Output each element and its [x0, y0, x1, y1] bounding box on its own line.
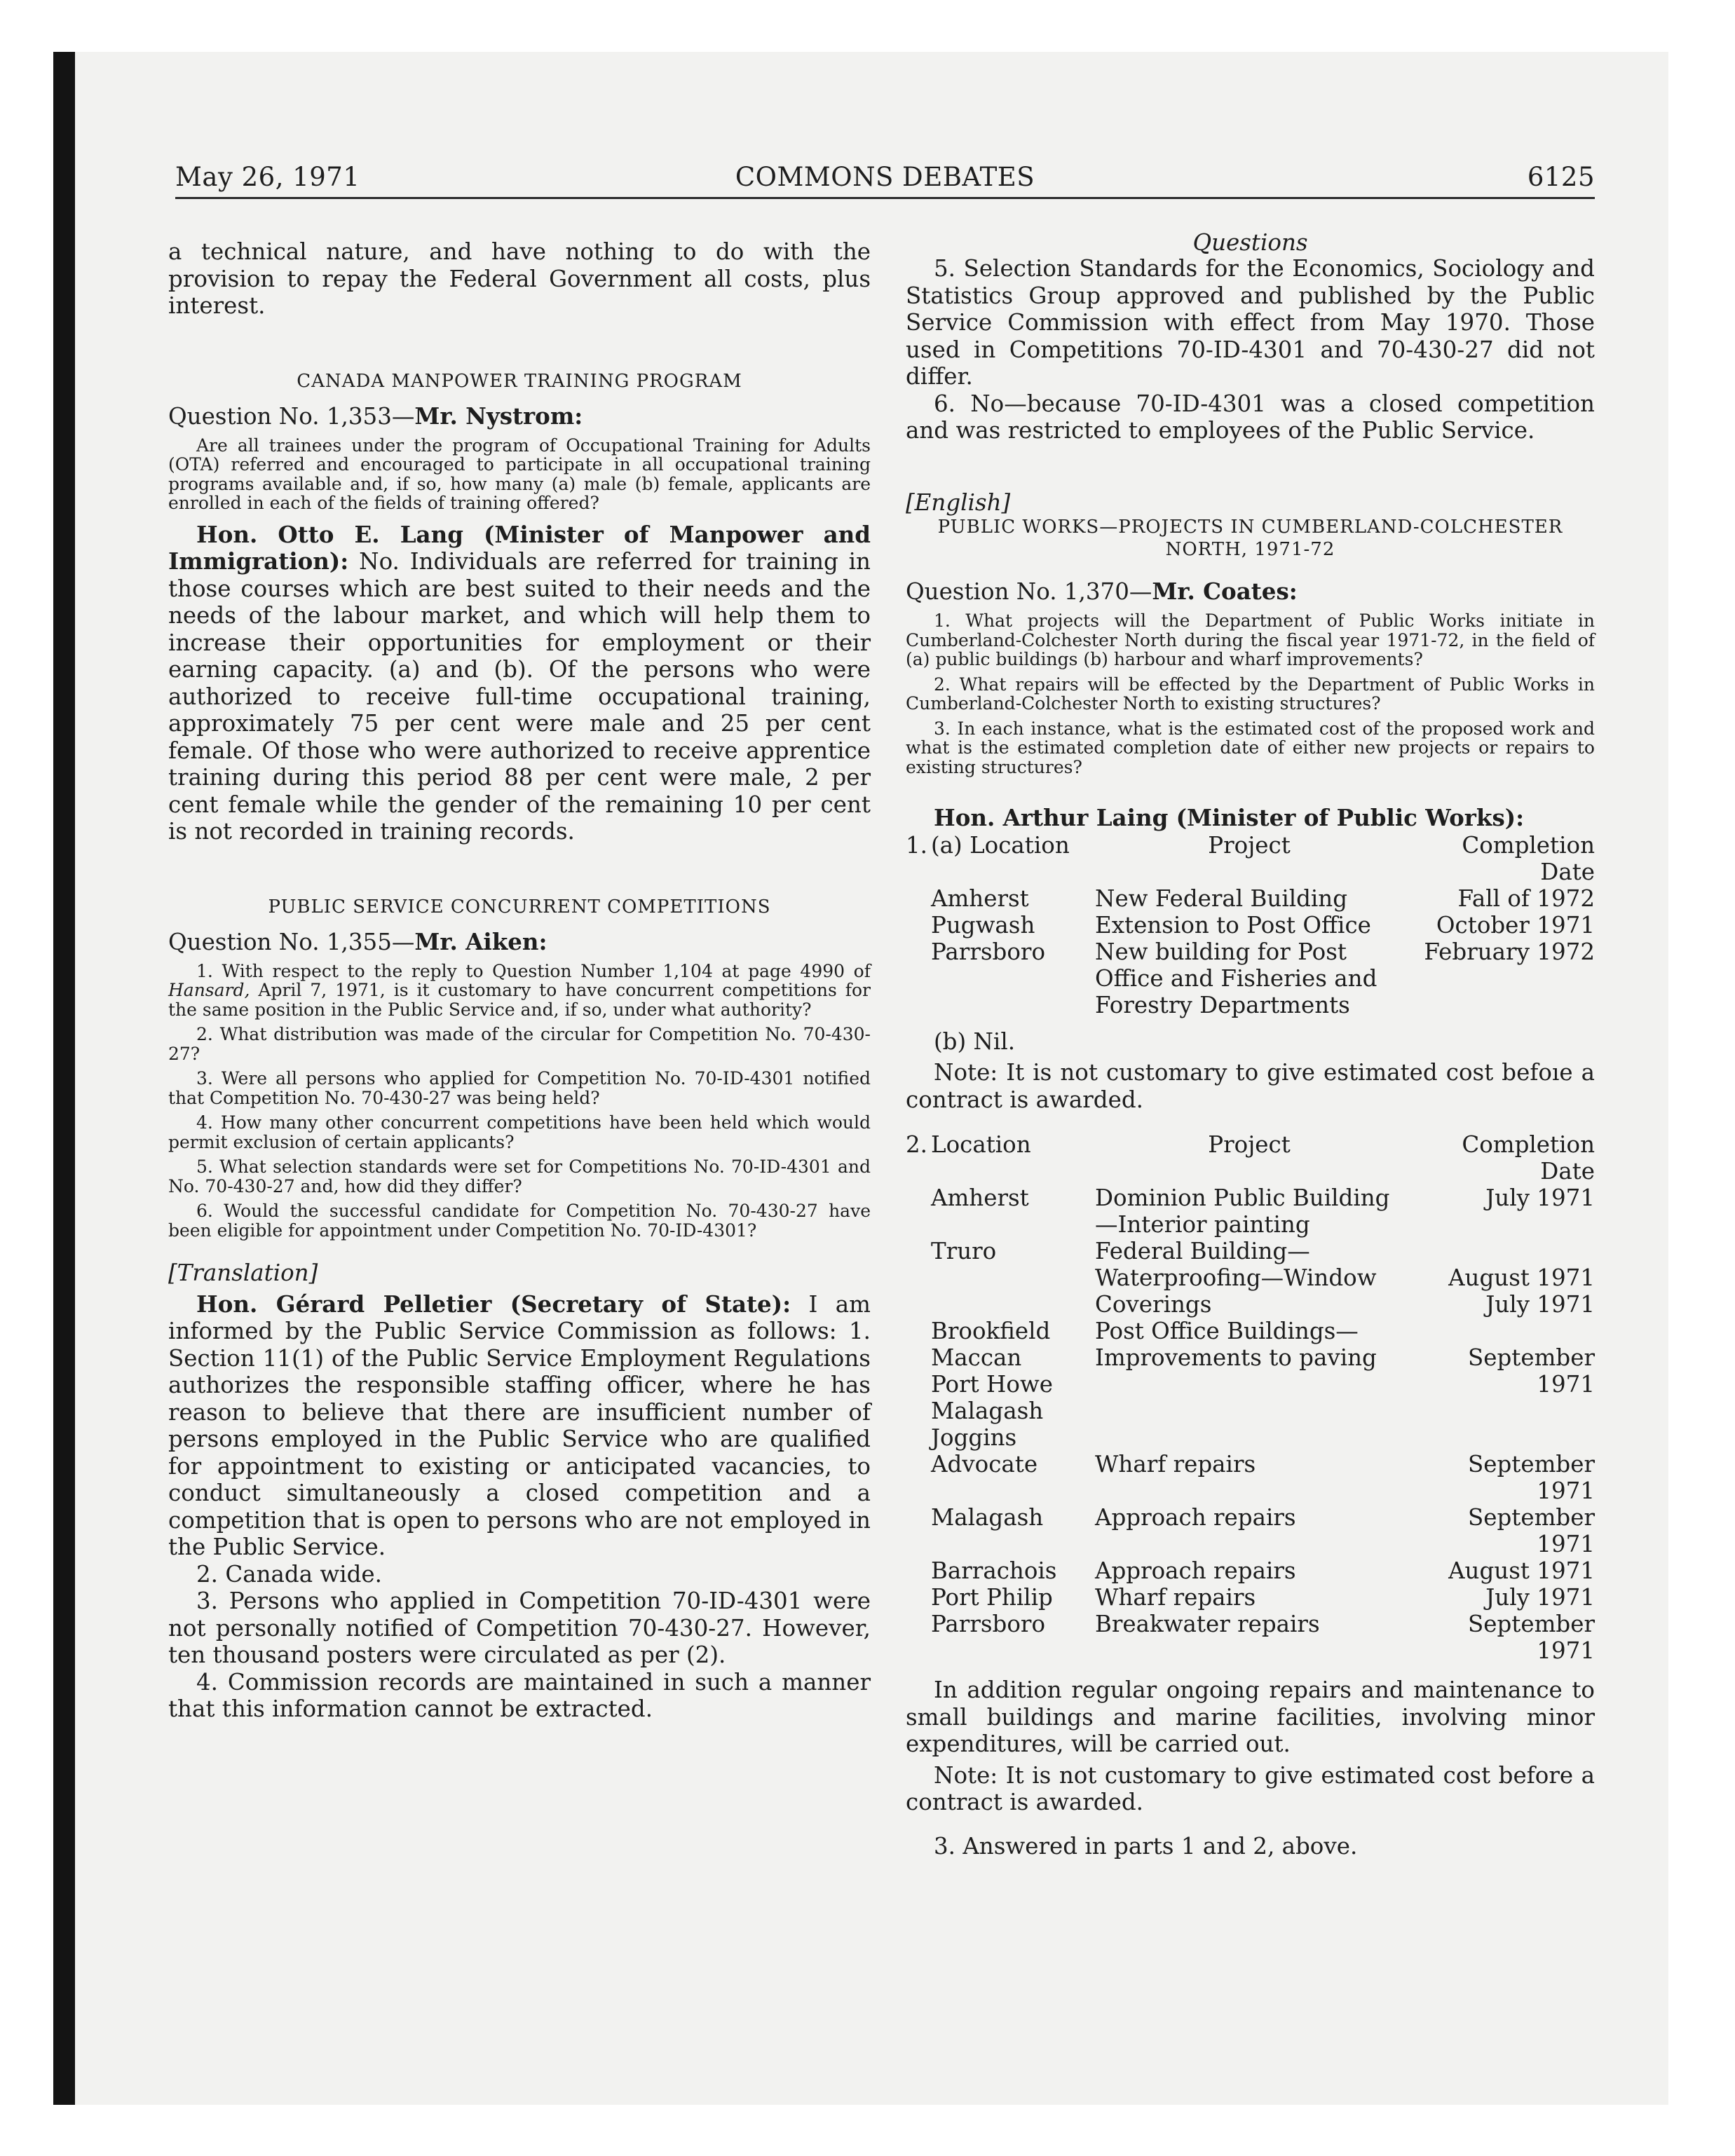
right-column	[906, 230, 1595, 1860]
question-1355-part-4: 4. How many other concurrent competitions have been held which would permit exclusion of certain applicants?	[168, 1112, 871, 1152]
running-head: Questions	[1192, 229, 1308, 256]
table-row: Pugwash Extension to Post Office October 1971	[931, 911, 1595, 939]
question-1355-part-5: 5. What selection standards were set for Competitions No. 70-ID-4301 and No. 70-430-27 and, how did they differ?	[168, 1157, 871, 1196]
projects-table-2	[906, 1131, 1595, 1664]
question-line-1353	[168, 402, 871, 430]
section-heading-public-service: PUBLIC SERVICE CONCURRENT COMPETITIONS	[268, 896, 771, 917]
answer-1355-part-3: 3. Persons who applied in Competition 70-ID-4301 were not personally notified of Competition 70-430-27. However, ten thousand posters were circulated as per (2).	[168, 1588, 871, 1668]
section-heading-public-works: PUBLIC WORKS—PROJECTS IN CUMBERLAND-COLCHESTER NORTH, 1971-72	[937, 517, 1563, 560]
question-line-1370	[906, 578, 1595, 606]
note-1: Note: It is not customary to give estimated cost befoıe a contract is awarded.	[906, 1059, 1595, 1113]
question-1355-part-6: 6. Would the successful candidate for Competition No. 70-430-27 have been eligible for appointment under Competition No. 70-ID-4301?	[168, 1201, 871, 1241]
header-completion: Completion Date	[1462, 1131, 1595, 1185]
table-row: Malagash Approach repairs September 1971	[931, 1504, 1595, 1557]
header-location: Location	[931, 1131, 1031, 1158]
left-column	[168, 238, 871, 1723]
header-date: May 26, 1971	[175, 162, 360, 192]
member-name: Mr. Nystrom:	[414, 402, 583, 430]
answer-text: No. Individuals are referred for training in those courses which are best suited to their needs and the needs of the labour market, and which will help them to increase their opportunities for employment or their earning capacity. (a) and (b). Of the persons who were authorized to receive full-time occupational training, approximately 75 per cent were male and 25 per cent female. Of those who were authorized to receive apprentice training during this period 88 per cent were male, 2 per cent female while the gender of the remaining 10 per cent is not recorded in training records.	[168, 548, 871, 845]
table-row: Port Philip Wharf repairs July 1971	[931, 1584, 1595, 1611]
table-row: Maccan Port Howe Malagash Joggins Improvements to paving September 1971	[931, 1344, 1595, 1451]
page-header	[175, 162, 1595, 197]
question-1370-part-2: 2. What repairs will be effected by the Department of Public Works in Cumberland-Colchester North to existing structures?	[906, 674, 1595, 714]
hansard-italic: Hansard,	[168, 980, 250, 1000]
scan-edge-bar	[53, 52, 75, 2105]
page-number: 6125	[1527, 162, 1595, 192]
speaker-name: Hon. Otto E. Lang (Minister of Manpower and Immigration):	[168, 520, 871, 575]
english-marker: [English]	[906, 489, 1011, 516]
question-number: Question No. 1,353—	[168, 402, 415, 430]
header-completion: Completion Date	[1462, 831, 1595, 885]
question-1370-part-3: 3. In each instance, what is the estimated cost of the proposed work and what is the estimated completion date of either new projects or repairs to existing structures?	[906, 718, 1595, 777]
question-1355-part-3: 3. Were all persons who applied for Competition No. 70-ID-4301 notified that Competition No. 70-430-27 was being held?	[168, 1068, 871, 1108]
table-row: Amherst Dominion Public Building—Interior painting July 1971	[931, 1185, 1595, 1238]
header-location: (a) Location	[931, 831, 1070, 859]
question-1370-part-1: 1. What projects will the Department of Public Works initiate in Cumberland-Colchester North during the fiscal year 1971-72, in the field of (a) public buildings (b) harbour and wharf improvements?	[906, 610, 1595, 669]
section-heading-manpower: CANADA MANPOWER TRAINING PROGRAM	[297, 370, 742, 392]
answer-1355-part-4: 4. Commission records are maintained in such a manner that this information cannot be extracted.	[168, 1668, 871, 1722]
note-2: Note: It is not customary to give estimated cost before a contract is awarded.	[906, 1761, 1595, 1815]
header-project: Project	[1208, 831, 1291, 859]
question-number: Question No. 1,355—	[168, 928, 415, 955]
answer-1355-part-1: Hon. Gérard Pelletier (Secretary of State): I am informed by the Public Service Commission as follows: 1. Section 11(1) of the Public Service Employment Regulations authorizes the responsible staffing officer, where he has reason to believe that there are insufficient number of persons employed in the Public Service who are qualified for appointment to existing or anticipated vacancies, to conduct simultaneously a closed competition and a competition that is open to persons who are not employed in the Public Service.	[168, 1290, 871, 1560]
translation-marker: [Translation]	[168, 1260, 318, 1286]
speaker-name: Hon. Arthur Laing (Minister of Public Works):	[934, 804, 1525, 831]
projects-table-1	[906, 832, 1595, 1018]
answer-1370-part-3: 3. Answered in parts 1 and 2, above.	[934, 1832, 1358, 1860]
answer-1370-speaker	[906, 805, 1595, 832]
answer-1355-part-5: 5. Selection Standards for the Economics, Sociology and Statistics Group approved and published by the Public Service Commission with effect from May 1970. Those used in Competitions 70-ID-4301 and 70-430-27 did not differ.	[906, 255, 1595, 390]
header-rule	[175, 197, 1595, 199]
table-header-row: 2. Location Project Completion Date	[906, 1131, 1595, 1185]
question-line-1355	[168, 928, 871, 956]
table-row: Barrachois Approach repairs August 1971	[931, 1557, 1595, 1584]
table-row: Parrsboro Breakwater repairs September 1971	[931, 1611, 1595, 1664]
member-name: Mr. Coates:	[1152, 578, 1298, 605]
table-row: Truro Federal Building—Waterproofing—Window Coverings August 1971 July 1971	[931, 1238, 1595, 1318]
table-row: Advocate Wharf repairs September 1971	[931, 1451, 1595, 1504]
answer-1355-part-2: 2. Canada wide.	[196, 1560, 382, 1588]
answer-1355-part-6: 6. No—because 70-ID-4301 was a closed competition and was restricted to employees of the Public Service.	[906, 390, 1595, 444]
question-1355-part-1: 1. With respect to the reply to Question Number 1,104 at page 4990 of Hansard, April 7, 1971, is it customary to have concurrent competitions for the same position in the Public Service and, if so, under what authority?	[168, 960, 871, 1020]
question-number: Question No. 1,370—	[906, 578, 1152, 605]
table-row: Parrsboro New building for Post Office and Fisheries and Forestry Departments February 1972	[931, 938, 1595, 1018]
question-text-1353: Are all trainees under the program of Occupational Training for Adults (OTA) referred and encouraged to participate in all occupational training programs available and, if so, how many (a) male (b) female, applicants are enrolled in each of the fields of training offered?	[168, 435, 871, 513]
header-project: Project	[1208, 1131, 1291, 1158]
part-b-nil: (b) Nil.	[934, 1028, 1016, 1055]
answer-1353	[168, 521, 871, 845]
header-title: COMMONS DEBATES	[735, 162, 1035, 192]
table-row: Brookfield Post Office Buildings—	[931, 1318, 1359, 1344]
question-1355-part-2: 2. What distribution was made of the circular for Competition No. 70-430-27?	[168, 1024, 871, 1064]
intro-paragraph: a technical nature, and have nothing to do with the provision to repay the Federal Government all costs, plus interest.	[168, 238, 871, 319]
speaker-name: Hon. Gérard Pelletier (Secretary of State):	[196, 1290, 791, 1318]
table-row: Amherst New Federal Building Fall of 1972	[931, 885, 1595, 912]
member-name: Mr. Aiken:	[414, 927, 547, 955]
maintenance-paragraph: In addition regular ongoing repairs and maintenance to small buildings and marine facilities, involving minor expenditures, will be carried out.	[906, 1677, 1595, 1757]
table-header-row: 1. (a) Location Project Completion Date	[906, 831, 1595, 885]
